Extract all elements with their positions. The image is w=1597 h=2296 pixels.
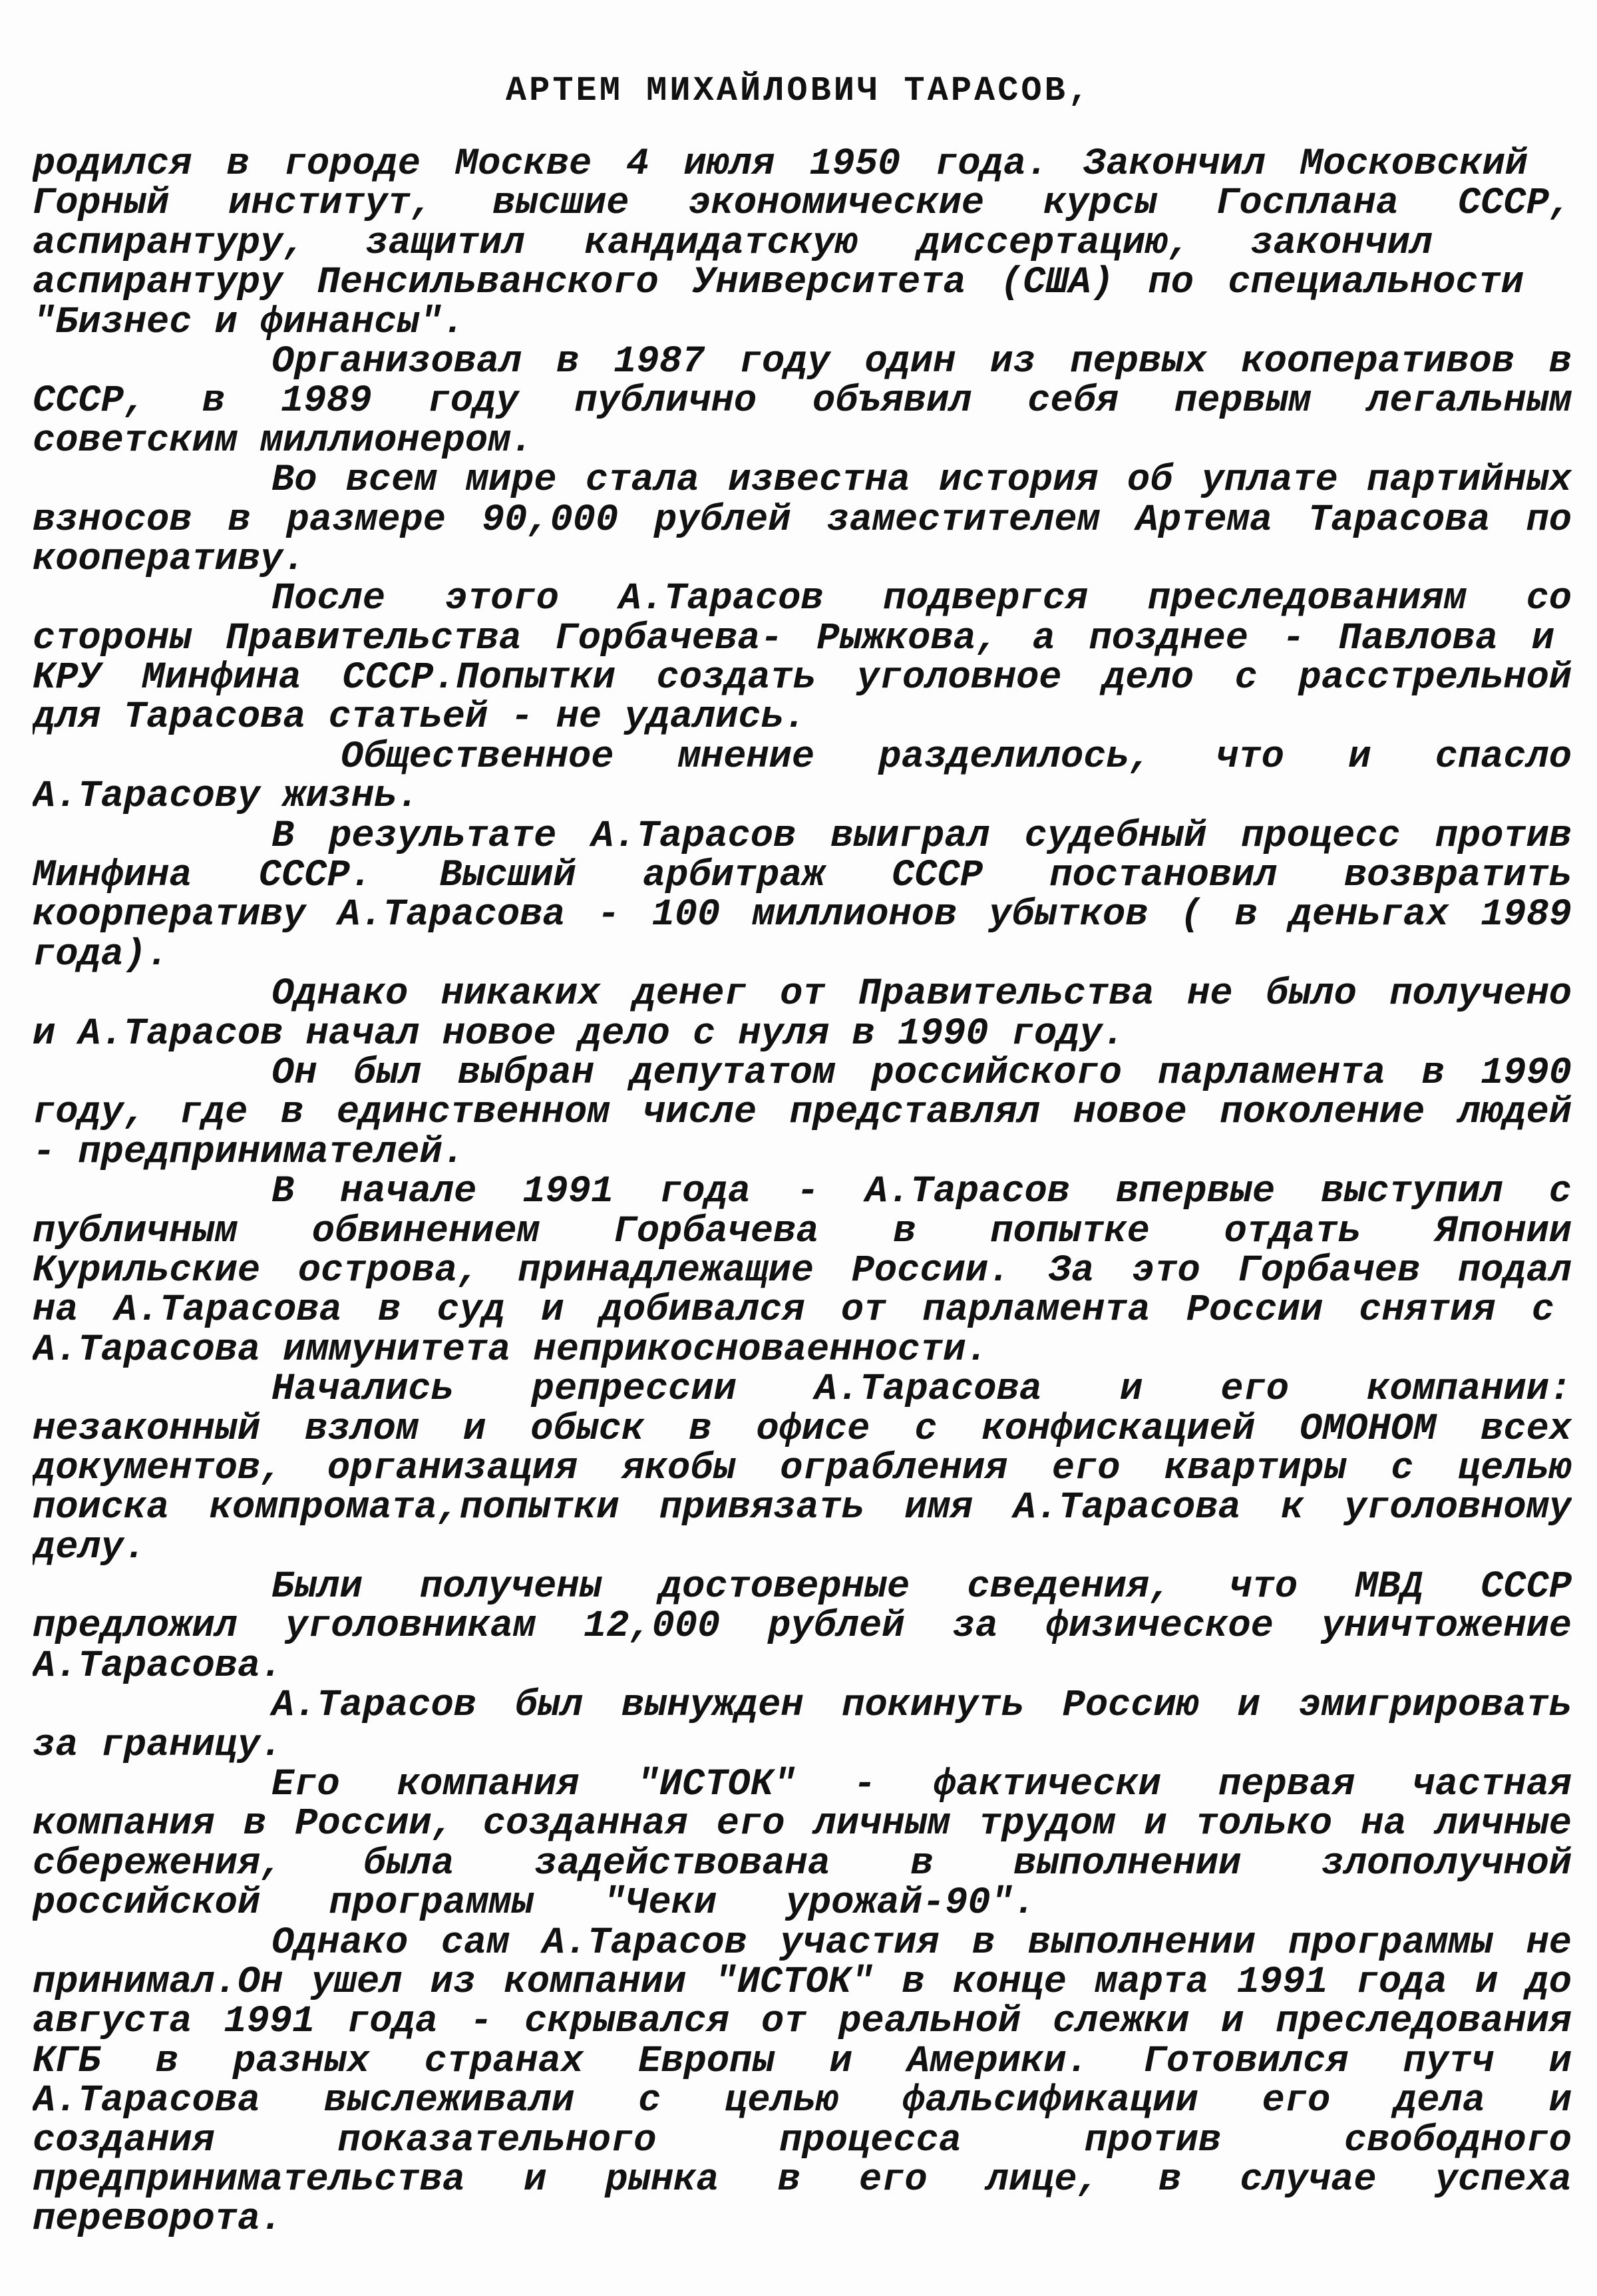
document-body	[33, 145, 1572, 2240]
paragraph	[33, 1173, 1572, 1370]
paragraph	[33, 1370, 1572, 1568]
paragraph	[33, 738, 1572, 817]
paragraph	[33, 461, 1572, 580]
text-line: советским миллионером.	[33, 421, 534, 462]
paragraph	[33, 1054, 1572, 1173]
text-line: "Бизнес и финансы".	[33, 303, 465, 343]
text-line: предложил уголовникам 12,000 рублей за физическое уничтожение	[33, 1607, 1572, 1647]
text-line: компания в России, созданная его личным трудом и только на личные	[33, 1805, 1572, 1845]
text-line: на А.Тарасова в суд и добивался от парламента России снятия с	[33, 1291, 1554, 1331]
text-line: создания показательного процесса против свободного	[33, 2121, 1572, 2161]
paragraph	[33, 1766, 1572, 1924]
text-line: А.Тарасов был вынужден покинуть Россию и эмигрировать	[271, 1686, 1572, 1726]
document-title: АРТЕМ МИХАЙЛОВИЧ ТАРАСОВ,	[505, 71, 1092, 110]
text-line: кооперативу.	[33, 540, 306, 580]
text-line: СССР, в 1989 году публично объявил себя первым легальным	[33, 382, 1572, 422]
text-line: поиска компромата,попытки привязать имя А.Тарасова к уголовному	[33, 1489, 1572, 1529]
text-line: аспирантуру Пенсильванского Университета (США) по специальности	[33, 264, 1524, 303]
text-line: А.Тарасову жизнь.	[33, 777, 420, 817]
text-line: Начались репрессии А.Тарасова и его компании:	[271, 1370, 1572, 1410]
text-line: КРУ Минфина СССР.Попытки создать уголовное дело с расстрельной	[33, 659, 1572, 699]
text-line: незаконный взлом и обыск в офисе с конфискацией ОМОНОМ всех	[33, 1410, 1572, 1449]
text-line: Были получены достоверные сведения, что МВД СССР	[271, 1568, 1572, 1608]
text-line: коорперативу А.Тарасова - 100 миллионов убытков ( в деньгах 1989	[33, 896, 1572, 936]
text-line: делу.	[33, 1528, 147, 1569]
text-line: для Тарасова статьей - не удались.	[33, 698, 806, 738]
text-line: принимал.Он ушел из компании "ИСТОК" в конце марта 1991 года и до	[33, 1963, 1572, 2003]
text-line: документов, организация якобы ограбления его квартиры с целью	[33, 1449, 1572, 1489]
text-line: Общественное мнение разделилось, что и спасло	[341, 737, 1572, 778]
text-line: и А.Тарасов начал новое дело с нуля в 1990 году.	[33, 1014, 1125, 1054]
text-line: аспирантуру, защитил кандидатскую диссертацию, закончил	[33, 224, 1433, 264]
text-line: Он был выбран депутатом российского парламента в 1990	[271, 1053, 1572, 1094]
paragraph	[33, 343, 1572, 461]
text-line: августа 1991 года - скрывался от реальной слежки и преследования	[33, 2003, 1572, 2042]
paragraph	[33, 1686, 1572, 1766]
text-line: А.Тарасова.	[33, 1646, 283, 1687]
text-line: Во всем мире стала известна история об уплате партийных	[271, 461, 1572, 501]
text-line: Горный институт, высшие экономические курсы Госплана СССР,	[33, 184, 1572, 224]
paragraph	[33, 817, 1572, 976]
text-line: Организовал в 1987 году один из первых кооперативов в	[271, 342, 1572, 383]
text-line: году, где в единственном числе представлял новое поколение людей	[33, 1093, 1572, 1133]
text-line: В результате А.Тарасов выиграл судебный процесс против	[271, 817, 1572, 857]
text-line: сбережения, была задействована в выполнении злополучной	[33, 1844, 1572, 1885]
text-line: Однако никаких денег от Правительства не было получено	[271, 975, 1572, 1015]
text-line: - предпринимателей.	[33, 1133, 465, 1173]
text-line: Однако сам А.Тарасов участия в выполнении программы не	[271, 1923, 1572, 1963]
text-line: родился в городе Москве 4 июля 1950 года. Закончил Московский	[33, 145, 1528, 185]
paragraph	[33, 1924, 1572, 2240]
text-line: взносов в размере 90,000 рублей заместителем Артема Тарасова по	[33, 500, 1572, 540]
text-line: российской программы "Чеки урожай-90".	[33, 1884, 1036, 1924]
text-line: переворота.	[33, 2200, 283, 2240]
paragraph	[33, 580, 1572, 738]
text-line: А.Тарасова выслеживали с целью фальсификации его дела и	[33, 2082, 1572, 2122]
paragraph	[33, 1568, 1572, 1686]
text-line: Курильские острова, принадлежащие России. За это Горбачев подал	[33, 1251, 1572, 1292]
text-line: публичным обвинением Горбачева в попытке отдать Японии	[33, 1212, 1572, 1252]
text-line: за границу.	[33, 1726, 283, 1766]
paragraph	[33, 975, 1572, 1054]
text-line: После этого А.Тарасов подвергся преследованиям со	[271, 580, 1572, 620]
text-line: А.Тарасова иммунитета неприкосноваенности.	[33, 1330, 989, 1371]
text-line: Минфина СССР. Высший арбитраж СССР постановил возвратить	[33, 857, 1572, 896]
paragraph	[33, 145, 1572, 343]
text-line: Его компания "ИСТОК" - фактически первая частная	[271, 1766, 1572, 1806]
text-line: стороны Правительства Горбачева- Рыжкова, а позднее - Павлова и	[33, 619, 1554, 660]
text-line: В начале 1991 года - А.Тарасов впервые выступил с	[271, 1173, 1572, 1213]
text-line: предпринимательства и рынка в его лице, в случае успеха	[33, 2160, 1572, 2201]
text-line: года).	[33, 935, 170, 976]
text-line: КГБ в разных странах Европы и Америки. Готовился путч и	[33, 2042, 1572, 2082]
